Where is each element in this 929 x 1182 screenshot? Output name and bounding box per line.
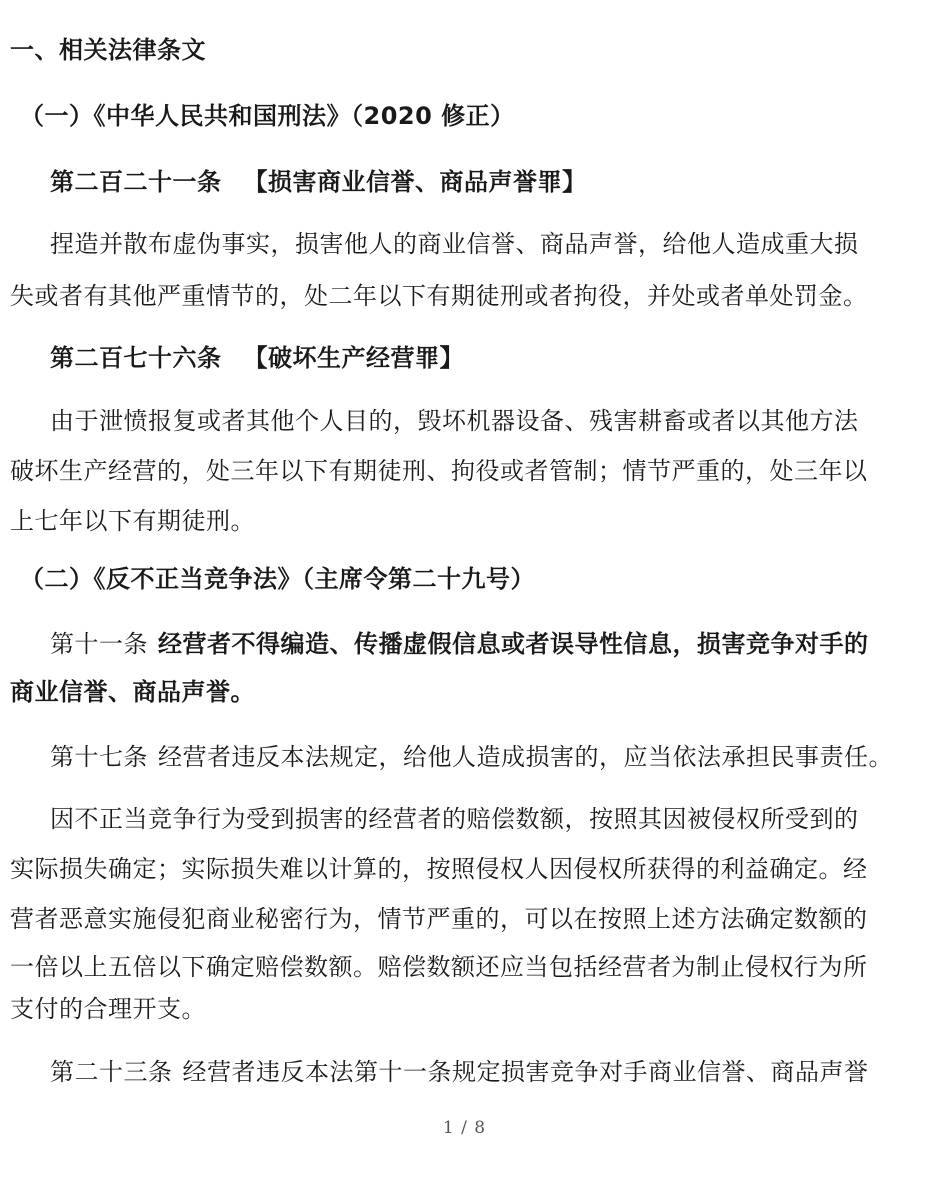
law1-title: （一）《中华人民共和国刑法》（2020 修正） <box>20 102 515 130</box>
art276-heading <box>50 342 464 374</box>
art221-heading <box>50 166 587 198</box>
art23-line-1 <box>50 1056 869 1088</box>
art11-number: 第十一条 <box>50 630 148 658</box>
art276-text-line-3: 上七年以下有期徒刑。 <box>10 507 255 535</box>
art221-name: 【损害商业信誉、商品声誉罪】 <box>243 168 587 196</box>
art276-name: 【破坏生产经营罪】 <box>243 344 464 372</box>
art11-line-1 <box>50 628 869 660</box>
art221-text-line-2: 失或者有其他严重情节的，处二年以下有期徒刑或者拘役，并处或者单处罚金。 <box>10 282 868 310</box>
art11-text: 经营者不得编造、传播虚假信息或者误导性信息，损害竞争对手的 <box>158 630 869 658</box>
art276-text-line-2: 破坏生产经营的，处三年以下有期徒刑、拘役或者管制；情节严重的，处三年以 <box>10 457 868 485</box>
law2-title: （二）《反不正当竞争法》（主席令第二十九号） <box>20 565 535 593</box>
art276-number: 第二百七十六条 <box>50 344 222 372</box>
art17-para2-line-2: 实际损失确定；实际损失难以计算的，按照侵权人因侵权所获得的利益确定。经 <box>10 855 868 883</box>
section-heading: 一、相关法律条文 <box>10 36 206 64</box>
art17-para2-line-3: 营者恶意实施侵犯商业秘密行为，情节严重的，可以在按照上述方法确定数额的 <box>10 905 868 933</box>
art276-text-line-1: 由于泄愤报复或者其他个人目的，毁坏机器设备、残害耕畜或者以其他方法 <box>50 407 859 435</box>
art23-number: 第二十三条 <box>50 1058 173 1086</box>
art17-para2-line-1: 因不正当竞争行为受到损害的经营者的赔偿数额，按照其因被侵权所受到的 <box>50 805 859 833</box>
art221-number: 第二百二十一条 <box>50 168 222 196</box>
page-indicator: 1 / 8 <box>442 1118 487 1138</box>
art17-text: 经营者违反本法规定，给他人造成损害的，应当依法承担民事责任。 <box>158 743 893 771</box>
art17-para2-line-4: 一倍以上五倍以下确定赔偿数额。赔偿数额还应当包括经营者为制止侵权行为所 <box>10 953 868 981</box>
art17-number: 第十七条 <box>50 743 148 771</box>
art11-line-2: 商业信誉、商品声誉。 <box>10 678 255 706</box>
art221-text-line-1: 捏造并散布虚伪事实，损害他人的商业信誉、商品声誉，给他人造成重大损 <box>50 230 859 258</box>
art17-line-1 <box>50 741 893 773</box>
art23-text: 经营者违反本法第十一条规定损害竞争对手商业信誉、商品声誉 <box>182 1058 869 1086</box>
art17-para2-line-5: 支付的合理开支。 <box>10 995 206 1023</box>
